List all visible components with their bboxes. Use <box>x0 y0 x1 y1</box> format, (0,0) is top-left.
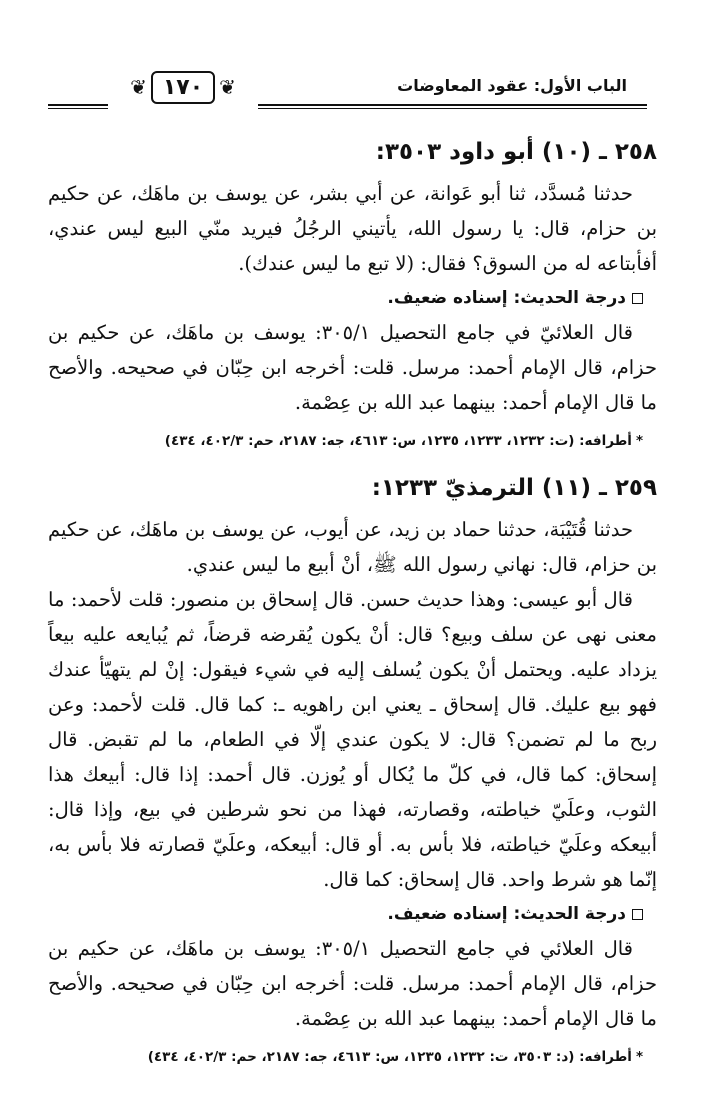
grade-text: درجة الحديث: إسناده ضعيف. <box>387 288 626 308</box>
commentary-paragraph: قال العلائي في جامع التحصيل ٣٠٥/١: يوسف بن ماهَك، عن حكيم بن حزام، قال الإمام أحمد: مرسل. قلت: أخرجه ابن حِبّان في صحيحه. والأصح ما قال الإمام أحمد: بينهما عبد الله بن عِصْمة. <box>48 937 657 1030</box>
square-bullet-icon <box>632 909 643 920</box>
ornament-icon: ❦ <box>219 75 236 99</box>
running-title: الباب الأول: عقود المعاوضات <box>389 76 627 95</box>
hadith-entry <box>48 134 657 456</box>
page-number: ١٧٠ <box>151 71 215 104</box>
star-icon: * <box>635 433 643 449</box>
square-bullet-icon <box>632 293 643 304</box>
cross-references <box>48 1042 643 1072</box>
hadith-entry <box>48 470 657 1072</box>
hadith-grade <box>48 281 643 315</box>
page-number-badge <box>108 64 258 110</box>
page-content <box>48 134 657 1072</box>
star-icon: * <box>635 1049 643 1065</box>
page-header <box>48 64 647 116</box>
commentary-paragraph: قال العلائيّ في جامع التحصيل ٣٠٥/١: يوسف بن ماهَك، عن حكيم بن حزام، قال الإمام أحمد: مرسل. قلت: أخرجه ابن حِبّان في صحيحه. والأصح ما قال الإمام أحمد: بينهما عبد الله بن عِصْمة. <box>48 321 657 414</box>
cross-references-text: أطرافه: (ت: ١٢٣٢، ١٢٣٣، ١٢٣٥، س: ٤٦١٣، جه: ٢١٨٧، حم: ٤٠٢/٣، ٤٣٤) <box>164 433 632 449</box>
ornament-icon: ❦ <box>130 75 147 99</box>
hadith-text: حدثنا قُتَيْبَة، حدثنا حماد بن زيد، عن أيوب، عن يوسف بن ماهَك، عن حكيم بن حزام، قال: نهاني رسول الله ﷺ، أنْ أبيع ما ليس عندي. <box>48 518 657 576</box>
hadith-grade <box>48 897 643 931</box>
commentary-paragraph: قال أبو عيسى: وهذا حديث حسن. قال إسحاق بن منصور: قلت لأحمد: ما معنى نهى عن سلف وبيع؟ قال: أنْ يكون يُقرضه قرضاً، ثم يُبايعه عليه بيعاً يزداد عليه. ويحتمل أنْ يكون يُسلف إليه في شيء فيقول: إنْ لم يتهيّأ عندك فهو بيع عليك. قال إسحاق ـ يعني ابن راهويه ـ: كما قال. قلت لأحمد: وعن ربح ما لم تضمن؟ قال: لا يكون عندي إلّا في الطعام، ما لم تقبض. قال إسحاق: كما قال، في كلّ ما يُكال أو يُوزن. قال أحمد: إذا قال: أبيعك هذا الثوب، وعلَيّ خياطته، وقصارته، فهذا من نحو شرطين في بيع، وإذا قال: أبيعكه وعلَيّ خياطته، فلا بأس به. أو قال: أبيعكه، وعلَيّ قصارته فلا بأس به، إنّما هو شرط واحد. قال إسحاق: كما قال. <box>48 588 657 891</box>
hadith-title: ٢٥٩ ـ (١١) الترمذيّ ١٢٣٣: <box>371 475 657 501</box>
hadith-title: ٢٥٨ ـ (١٠) أبو داود ٣٥٠٣: <box>375 139 657 165</box>
cross-references-text: أطرافه: (د: ٣٥٠٣، ت: ١٢٣٢، ١٢٣٥، س: ٤٦١٣، جه: ٢١٨٧، حم: ٤٠٢/٣، ٤٣٤) <box>147 1049 632 1065</box>
hadith-text: حدثنا مُسدَّد، ثنا أبو عَوانة، عن أبي بشر، عن يوسف بن ماهَك، عن حكيم بن حزام، قال: يا رسول الله، يأتيني الرجُلُ فيريد منّي البيع ليس عندي، أفأبتاعه له من السوق؟ فقال: (لا تبع ما ليس عندك). <box>48 182 657 275</box>
section-spacer <box>48 456 657 470</box>
cross-references <box>48 426 643 456</box>
grade-text: درجة الحديث: إسناده ضعيف. <box>387 904 626 924</box>
